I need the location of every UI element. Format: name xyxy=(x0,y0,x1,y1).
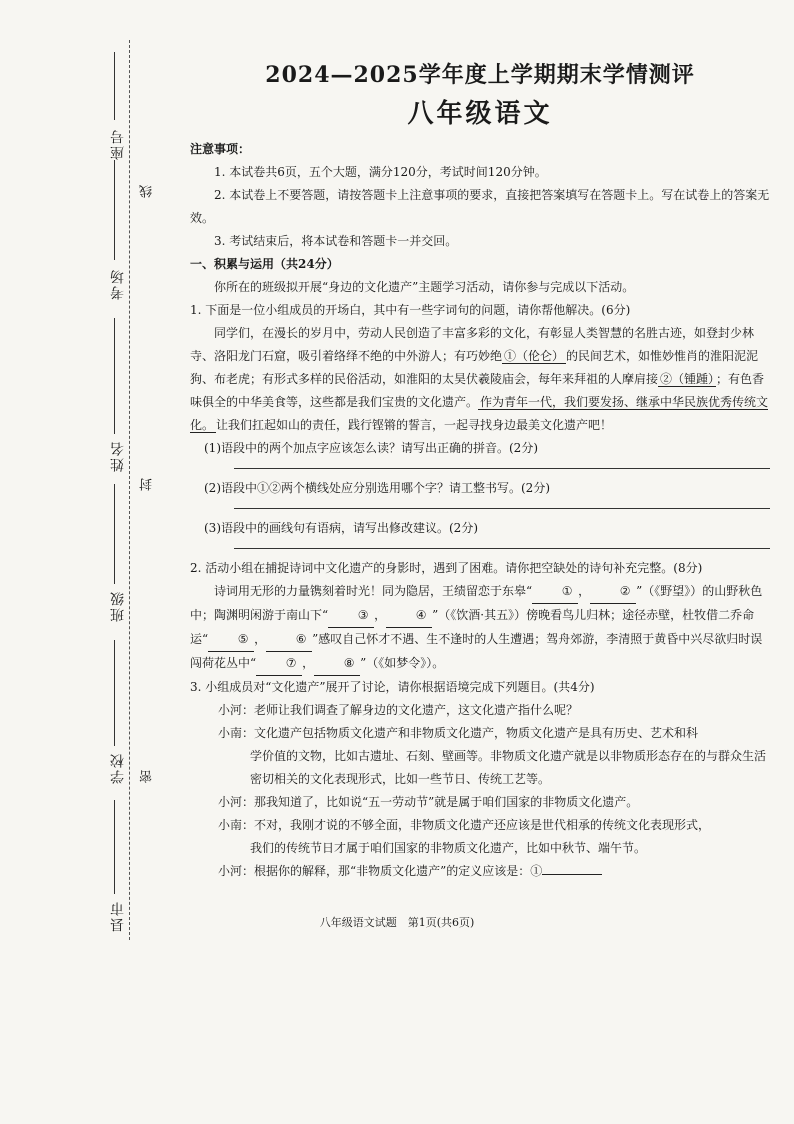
q2-text-1: 诗词用无形的力量镌刻着时光！同为隐居，王绩留恋于东皋“ xyxy=(214,584,533,598)
dialog-text: 不对，我刚才说的不够全面，非物质文化遗产还应该是世代相承的传统文化表现形式， xyxy=(254,818,711,832)
field-line-room xyxy=(114,160,115,260)
page-footer: 八年级语文试题 第1页(共6页) xyxy=(319,916,475,929)
q1-underlined-sentence: 作为青年一代，我们要发扬、继承中华民族优秀传统文化。 xyxy=(190,395,769,432)
dialog-line xyxy=(218,814,770,860)
q2-blank-4: ④ xyxy=(386,604,432,628)
q2-blank-6: ⑥ xyxy=(266,628,312,652)
dialog-line xyxy=(218,791,770,814)
q3-stem: 3. 小组成员对“文化遗产”展开了讨论，请你根据语境完成下列题目。(共4分) xyxy=(190,680,595,694)
field-line-county xyxy=(114,800,115,894)
q2-blank-1: ① xyxy=(532,580,578,604)
notice-heading: 注意事项： xyxy=(190,142,251,156)
field-label-school: 学校 xyxy=(110,752,126,784)
q2-blank-8: ⑧ xyxy=(314,652,360,676)
field-line-seat xyxy=(114,52,115,120)
q1-sub-2-answer-line xyxy=(234,508,770,509)
field-line-name xyxy=(114,318,115,434)
q2-text-4: ”感叹自己怀才不遇、生不逢时的人生遭遇；驾舟郊游，李清照于黄昏中兴尽欲归时误闯荷花丛中“ xyxy=(190,632,763,670)
q1-sub-2: (2)语段中①②两个横线处应分别选用哪个字？请工整书写。(2分) xyxy=(204,481,550,495)
q2-blank-3: ③ xyxy=(328,604,374,628)
q1-blank-2: ②（锺踵） xyxy=(660,372,715,386)
q1-passage-d: 让我们扛起如山的责任，践行铿锵的誓言，一起寻找身边最美文化遗产吧！ xyxy=(216,418,613,432)
dialog-speaker: 小南： xyxy=(218,726,255,740)
q2-stem: 2. 活动小组在捕捉诗词中文化遗产的身影时，遇到了困难。请你把空缺处的诗句补充完整。(8分) xyxy=(190,561,703,575)
q1-blank-1: ①（伦仑） xyxy=(504,349,565,363)
q2-text-5: ”（《如梦令》）。 xyxy=(360,656,445,670)
exam-page xyxy=(190,58,770,883)
field-line-school xyxy=(114,640,115,746)
section1-heading: 一、积累与运用（共24分） xyxy=(190,257,339,271)
dialog-text-cont: 学价值的文物，比如古遗址、石刻、壁画等。非物质文化遗产就是以非物质形态存在的与群众生活密切相关的文化表现形式，比如一些节日、传统工艺等。 xyxy=(250,749,767,786)
q2-blank-2: ② xyxy=(590,580,636,604)
field-label-seat: 座号 xyxy=(110,128,126,160)
q1-passage xyxy=(190,322,770,437)
q1-passage-c: ；有色香味俱全的中华美食等，这些都是我们宝贵的文化遗产。 xyxy=(190,372,765,409)
section1-intro: 你所在的班级拟开展“身边的文化遗产”主题学习活动，请你参与完成以下活动。 xyxy=(214,280,635,294)
dialog-text: 根据你的解释，那“非物质文化遗产”的定义应该是：① xyxy=(254,864,543,878)
q1-sub-1-answer-line xyxy=(234,468,770,469)
q1-sub-3: (3)语段中的画线句有语病，请写出修改建议。(2分) xyxy=(204,521,478,535)
dialog-line xyxy=(218,860,770,883)
dialog-speaker: 小河： xyxy=(218,703,255,717)
q1-sub-1: (1)语段中的两个加点字应该怎么读？请写出正确的拼音。(2分) xyxy=(204,441,538,455)
dialog-line xyxy=(218,722,770,791)
q2-blank-5: ⑤ xyxy=(208,628,254,652)
q1-passage-a: 同学们，在漫长的岁月中，劳动人民创造了丰富多彩的文化，有彰显人类智慧的名胜古迹，如登封少林寺、洛阳龙门石窟，吸引着络绎不绝的中外游人；有巧妙绝 xyxy=(190,326,755,363)
exam-title: 2024—2025学年度上学期期末学情测评 xyxy=(265,62,695,88)
q1-passage-b: 的民间艺术，如惟妙惟肖的淮阳泥泥狗、布老虎；有形式多样的民俗活动，如淮阳的太昊伏羲陵庙会，每年来拜祖的人摩肩接 xyxy=(190,349,759,386)
field-label-name: 姓名 xyxy=(110,440,126,472)
dialog-speaker: 小河： xyxy=(218,795,255,809)
dialog-speaker: 小南： xyxy=(218,818,255,832)
q2-blank-7: ⑦ xyxy=(256,652,302,676)
field-label-room: 考场 xyxy=(110,268,126,300)
binding-dashed-line xyxy=(129,40,130,940)
notice-item-2: 2. 本试卷上不要答题，请按答题卡上注意事项的要求，直接把答案填写在答题卡上。写在试卷上的答案无效。 xyxy=(190,188,770,225)
q2-text-3: ”（《饮酒·其五》）傍晚看鸟儿归林；途径赤壁，杜牧借二乔命运“ xyxy=(190,608,755,646)
dialog-line xyxy=(218,699,770,722)
exam-subtitle: 八年级语文 xyxy=(407,99,553,129)
field-line-class xyxy=(114,484,115,584)
dialog-text: 老师让我们调查了解身边的文化遗产，这文化遗产指什么呢？ xyxy=(254,703,579,717)
seal-char-line: 线 xyxy=(140,185,155,198)
notice-item-3: 3. 考试结束后，将本试卷和答题卡一并交回。 xyxy=(214,234,458,248)
q1-stem: 1. 下面是一位小组成员的开场白，其中有一些字词句的问题，请你帮他解决。(6分) xyxy=(190,303,631,317)
field-label-county: 县市 xyxy=(110,900,126,932)
q3-answer-blank xyxy=(542,874,602,875)
q2-text-2: ”（《野望》）的山野秋色中；陶渊明闲游于南山下“ xyxy=(190,584,763,622)
dialog-text: 文化遗产包括物质文化遗产和非物质文化遗产，物质文化遗产是具有历史、艺术和科 xyxy=(254,726,699,740)
dialog-text: 那我知道了，比如说“五一劳动节”就是属于咱们国家的非物质文化遗产。 xyxy=(254,795,639,809)
q3-dialog xyxy=(190,699,770,883)
dialog-speaker: 小河： xyxy=(218,864,255,878)
seal-char-secret: 密 xyxy=(140,770,155,783)
q1-sub-3-answer-line xyxy=(234,548,770,549)
q2-passage: 诗词用无形的力量镌刻着时光！同为隐居，王绩留恋于东皋“ ① ， ② ”（《野望》）的山野秋色中；陶渊明闲游于南山下“ ③ ， ④ ”（《饮酒·其五》）傍晚看鸟儿归林；途径赤壁，杜牧借二乔命运“ ⑤ ， ⑥ ”感叹自己怀才不遇、生不逢时的人生遭遇；驾舟郊游，李清照于黄昏中兴尽欲归时误闯荷花丛中“ ⑦ ， ⑧ ”（《如梦令》）。 xyxy=(190,580,770,676)
dialog-text-cont: 我们的传统节日才属于咱们国家的非物质文化遗产，比如中秋节、端午节。 xyxy=(250,841,647,855)
seal-char-seal: 封 xyxy=(140,478,155,491)
field-label-class: 班级 xyxy=(110,590,126,622)
notice-item-1: 1. 本试卷共6页，五个大题，满分120分，考试时间120分钟。 xyxy=(214,165,547,179)
